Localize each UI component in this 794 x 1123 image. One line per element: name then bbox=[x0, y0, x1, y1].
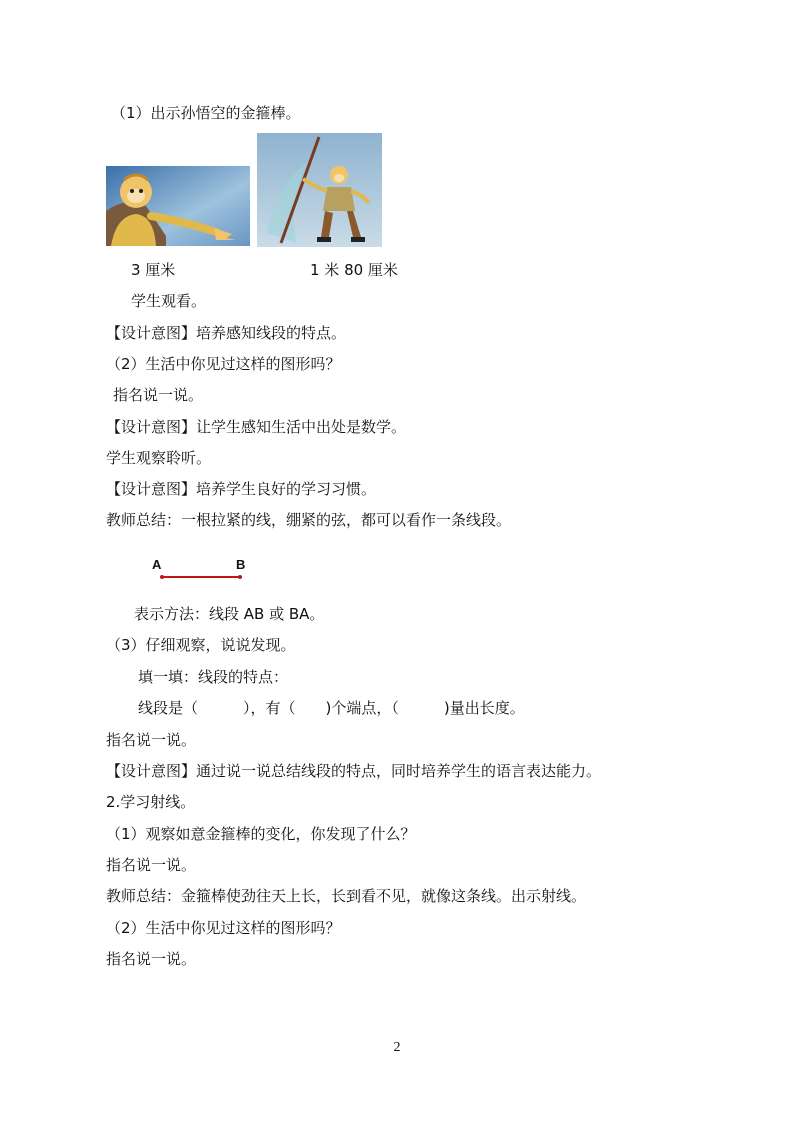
endpoint-a bbox=[160, 575, 164, 579]
text-line-11: 教师总结：一根拉紧的线，绷紧的弦，都可以看作一条线段。 bbox=[106, 511, 512, 529]
text-line-6: （2）生活中你见过这样的图形吗？ bbox=[106, 355, 341, 373]
text-line-19: （1）观察如意金箍棒的变化，你发现了什么？ bbox=[106, 825, 416, 843]
text-line-12: 表示方法：线段 AB 或 BA。 bbox=[134, 605, 325, 623]
text-line-8: 【设计意图】让学生感知生活中出处是数学。 bbox=[106, 418, 407, 436]
text-line-20: 指名说一说。 bbox=[106, 856, 197, 874]
line-segment-figure bbox=[148, 553, 258, 585]
text-line-7: 指名说一说。 bbox=[113, 386, 204, 404]
caption-small-image: 3 厘米 bbox=[131, 261, 176, 279]
text-line-21: 教师总结：金箍棒使劲往天上长，长到看不见，就像这条线。出示射线。 bbox=[106, 887, 587, 905]
text-line-13: （3）仔细观察，说说发现。 bbox=[106, 636, 296, 654]
sun-wukong-image-large bbox=[257, 133, 382, 247]
text-line-10: 【设计意图】培养学生良好的学习习惯。 bbox=[106, 480, 377, 498]
page-number: 2 bbox=[393, 1040, 401, 1055]
endpoint-b bbox=[238, 575, 242, 579]
fill-in-blank-line: 线段是（ ），有（ )个端点，（ )量出长度。 bbox=[138, 699, 525, 717]
sun-wukong-image-small bbox=[106, 166, 250, 246]
text-line-4: 学生观看。 bbox=[131, 292, 207, 310]
text-line-16: 指名说一说。 bbox=[106, 731, 197, 749]
text-line-22: （2）生活中你见过这样的图形吗？ bbox=[106, 919, 341, 937]
caption-large-image: 1 米 80 厘米 bbox=[310, 261, 398, 279]
point-b-label: B bbox=[236, 557, 246, 572]
text-line-1: （1）出示孙悟空的金箍棒。 bbox=[111, 104, 301, 122]
sun-wukong-illustration-1 bbox=[106, 166, 250, 246]
section-heading-ray: 2.学习射线。 bbox=[106, 793, 196, 811]
text-line-5: 【设计意图】培养感知线段的特点。 bbox=[106, 324, 347, 342]
text-line-9: 学生观察聆听。 bbox=[106, 449, 212, 467]
sun-wukong-illustration-2 bbox=[257, 133, 382, 247]
point-a-label: A bbox=[152, 557, 162, 572]
text-line-17: 【设计意图】通过说一说总结线段的特点，同时培养学生的语言表达能力。 bbox=[106, 762, 602, 780]
text-line-23: 指名说一说。 bbox=[106, 950, 197, 968]
text-line-14: 填一填：线段的特点： bbox=[138, 668, 289, 686]
